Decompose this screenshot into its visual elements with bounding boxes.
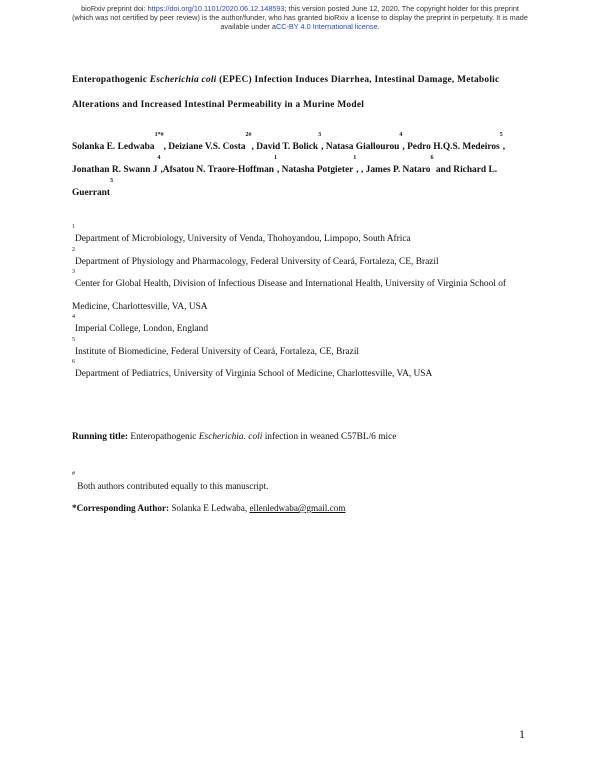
equal-contribution-note [72, 471, 542, 497]
author-affil-sup: 6 [430, 155, 434, 161]
authors-line-3 [72, 178, 542, 205]
paper-title [72, 68, 542, 118]
affiliation-text: Department of Pediatrics, University of Virginia School of Medicine, Charlottesville, VA, USA [75, 369, 433, 379]
author-affil-sup: 4 [157, 155, 161, 161]
affiliation-number: 6 [72, 359, 75, 365]
author-name: Jonathan R. Swann J [72, 165, 158, 175]
affiliation-1 [72, 224, 542, 251]
author-name: , Pedro H.Q.S. Medeiros [402, 142, 500, 152]
author-affil-sup: 3 [110, 178, 114, 184]
running-title-part-2: infection in weaned C57BL/6 mice [262, 432, 397, 442]
author-name: , David T. Bolick [251, 142, 319, 152]
corresponding-author-label: *Corresponding Author: [72, 503, 170, 513]
author-name: Solanka E. Ledwaba [72, 142, 155, 152]
affiliation-text: Department of Physiology and Pharmacology, Federal University of Ceará, Fortaleza, CE, Brazil [75, 256, 439, 267]
title-organism: Escherichia coli [149, 75, 217, 85]
author-affil-sup: 1*# [154, 132, 164, 138]
author-name: ,Afsatou N. Traore-Hoffman [160, 165, 274, 175]
running-title-organism: Escherichia. coli [198, 432, 263, 442]
author-name: Guerrant [72, 188, 111, 198]
equal-contribution-text: Both authors contributed equally to this manuscript. [75, 481, 269, 491]
corresponding-author [72, 497, 542, 519]
affiliation-2 [72, 246, 542, 274]
running-title [72, 432, 542, 442]
notice-line3-prefix: available under a [220, 22, 276, 31]
corresponding-email-link[interactable]: ellenledwaba@gmail.com [249, 503, 346, 513]
author-name: , Natasa Giallourou [321, 142, 400, 152]
author-notes [72, 471, 542, 519]
affiliation-number: 3 [72, 269, 75, 275]
title-line-2: Alterations and Increased Intestinal Permeability in a Murine Model [72, 100, 365, 110]
running-title-part-1: Enteropathogenic [128, 432, 199, 442]
affiliation-3 [72, 269, 542, 296]
authors-line-2 [72, 155, 542, 182]
affiliation-4 [72, 314, 542, 341]
affiliation-3-continued: Medicine, Charlottesville, VA, USA [72, 301, 208, 312]
notice-line1-suffix: ; this version posted June 12, 2020. The copyright holder for this preprint [284, 4, 519, 13]
author-affil-sup: 4 [399, 132, 403, 138]
author-affil-sup: 1 [273, 155, 277, 161]
affiliation-text: Department of Microbiology, University of Venda, Thohoyandou, Limpopo, South Africa [75, 234, 411, 244]
author-affil-sup: 5 [499, 132, 503, 138]
author-separator: , [502, 142, 506, 152]
affiliation-number: 5 [72, 336, 75, 343]
author-affil-sup: 3 [318, 132, 322, 138]
license-link[interactable]: CC-BY 4.0 International license [275, 22, 378, 31]
author-name: , Natasha Potgieter [276, 165, 354, 175]
affiliation-text: Center for Global Health, Division of Infectious Disease and International Health, University of Virginia School of [75, 279, 507, 289]
equal-contribution-mark: # [72, 471, 75, 477]
author-name: and Richard L. [433, 165, 498, 175]
affiliation-text: Imperial College, London, England [75, 324, 209, 334]
running-title-label: Running title: [72, 432, 128, 442]
biorxiv-notice [40, 4, 560, 31]
author-affil-sup: 1 [353, 155, 357, 161]
page-number: 1 [519, 727, 525, 741]
affiliation-number: 1 [72, 224, 75, 230]
authors-line-1 [72, 132, 542, 159]
affiliation-5 [72, 336, 542, 364]
affiliation-text: Institute of Biomedicine, Federal University of Ceará, Fortaleza, CE, Brazil [75, 346, 360, 357]
title-part-2: (EPEC) Infection Induces Diarrhea, Intestinal Damage, Metabolic [216, 75, 500, 85]
affiliation-6 [72, 359, 542, 386]
title-line-1 [72, 68, 542, 93]
author-affil-sup: 2# [245, 132, 252, 138]
affiliation-number: 4 [72, 314, 75, 320]
corresponding-author-name: Solanka E Ledwaba, [169, 503, 250, 513]
running-title-line [72, 432, 542, 442]
notice-line-2: (which was not certified by peer review) is the author/funder, who has granted bioRxiv a license to display the preprint in perpetuity. It is made [72, 13, 528, 22]
author-name: , Deiziane V.S. Costa [163, 142, 246, 152]
doi-link[interactable]: https://doi.org/10.1101/2020.06.12.148593 [147, 4, 285, 13]
notice-line-1 [40, 4, 560, 13]
affiliation-number: 2 [72, 246, 75, 253]
author-list [72, 132, 542, 205]
title-part-1: Enteropathogenic [72, 75, 150, 85]
affiliations [72, 224, 542, 386]
author-name: , , James P. Nataro [356, 165, 431, 175]
notice-line3-suffix: . [377, 22, 380, 31]
notice-doi-prefix: bioRxiv preprint doi: [81, 4, 148, 13]
notice-line-3 [40, 22, 560, 31]
